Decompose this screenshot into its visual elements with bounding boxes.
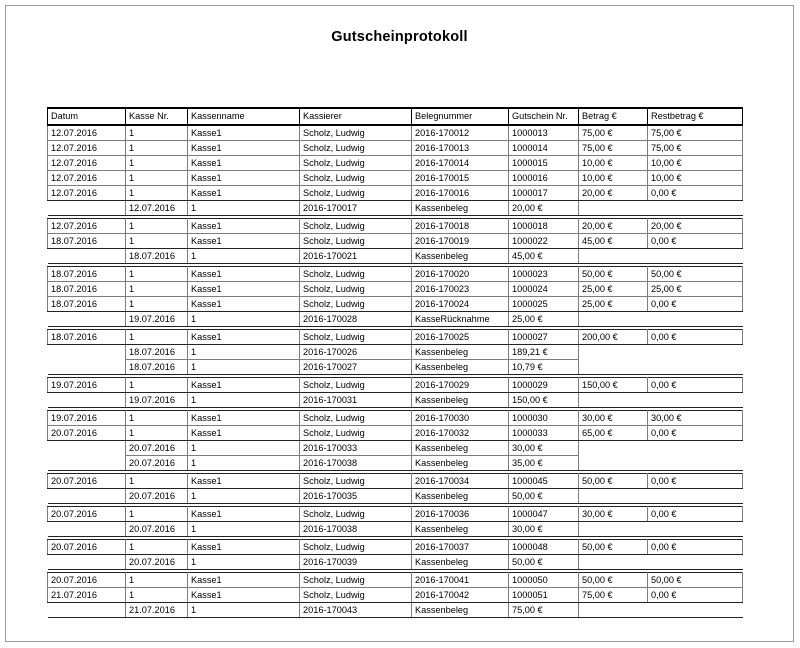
cell-belegnummer: 2016-170016 <box>412 186 509 201</box>
cell-gutschein-nr: 1000017 <box>509 186 579 201</box>
cell-sub-belegnummer: 2016-170043 <box>300 603 412 618</box>
cell-kasse-nr: 1 <box>126 156 188 171</box>
cell-gutschein-nr: 1000033 <box>509 426 579 441</box>
cell-gutschein-nr: 1000050 <box>509 573 579 588</box>
cell-kassierer: Scholz, Ludwig <box>300 474 412 489</box>
cell-betrag: 150,00 € <box>579 378 648 393</box>
cell-restbetrag: 0,00 € <box>648 186 743 201</box>
cell-kassierer: Scholz, Ludwig <box>300 156 412 171</box>
cell-datum: 20.07.2016 <box>48 474 126 489</box>
cell-betrag: 65,00 € <box>579 426 648 441</box>
cell-kassierer: Scholz, Ludwig <box>300 297 412 312</box>
cell-kassierer: Scholz, Ludwig <box>300 267 412 282</box>
cell-sub-belegnummer: 2016-170027 <box>300 360 412 375</box>
cell-kassierer: Scholz, Ludwig <box>300 171 412 186</box>
cell-sub-belegnummer: 2016-170017 <box>300 201 412 216</box>
cell-sub-indent <box>48 489 126 504</box>
cell-sub-betrag: 75,00 € <box>509 603 579 618</box>
cell-betrag: 50,00 € <box>579 573 648 588</box>
cell-kasse-nr: 1 <box>126 507 188 522</box>
table-row-gutschein[interactable] <box>48 507 743 522</box>
cell-sub-datum: 20.07.2016 <box>126 441 188 456</box>
column-header-gutschein_nr[interactable]: Gutschein Nr. <box>509 108 579 125</box>
cell-kassierer: Scholz, Ludwig <box>300 125 412 141</box>
cell-sub-trailing <box>648 249 743 264</box>
cell-sub-betrag: 25,00 € <box>509 312 579 327</box>
cell-belegnummer: 2016-170034 <box>412 474 509 489</box>
cell-belegnummer: 2016-170013 <box>412 141 509 156</box>
cell-sub-kasse-nr: 1 <box>188 393 300 408</box>
cell-betrag: 10,00 € <box>579 156 648 171</box>
cell-sub-indent <box>48 603 126 618</box>
cell-gutschein-nr: 1000023 <box>509 267 579 282</box>
cell-sub-kasse-nr: 1 <box>188 360 300 375</box>
cell-sub-indent <box>48 360 126 375</box>
table-row-gutschein[interactable] <box>48 282 743 297</box>
cell-datum: 21.07.2016 <box>48 588 126 603</box>
cell-belegnummer: 2016-170036 <box>412 507 509 522</box>
table-row-kassenbeleg[interactable] <box>48 522 743 537</box>
cell-kassierer: Scholz, Ludwig <box>300 282 412 297</box>
cell-sub-trailing <box>579 360 648 375</box>
cell-gutschein-nr: 1000048 <box>509 540 579 555</box>
cell-gutschein-nr: 1000025 <box>509 297 579 312</box>
cell-datum: 12.07.2016 <box>48 125 126 141</box>
table-row-gutschein[interactable] <box>48 330 743 345</box>
cell-sub-betrag: 189,21 € <box>509 345 579 360</box>
cell-restbetrag: 50,00 € <box>648 573 743 588</box>
cell-sub-betrag: 50,00 € <box>509 489 579 504</box>
column-header-restbetrag[interactable]: Restbetrag € <box>648 108 743 125</box>
cell-betrag: 25,00 € <box>579 282 648 297</box>
cell-datum: 20.07.2016 <box>48 540 126 555</box>
cell-belegnummer: 2016-170029 <box>412 378 509 393</box>
cell-sub-belegnummer: 2016-170028 <box>300 312 412 327</box>
cell-sub-betrag: 150,00 € <box>509 393 579 408</box>
cell-betrag: 75,00 € <box>579 588 648 603</box>
cell-kassierer: Scholz, Ludwig <box>300 411 412 426</box>
cell-kassierer: Scholz, Ludwig <box>300 426 412 441</box>
cell-datum: 18.07.2016 <box>48 282 126 297</box>
cell-kassenname: Kasse1 <box>188 474 300 489</box>
cell-sub-indent <box>48 555 126 570</box>
cell-sub-datum: 18.07.2016 <box>126 345 188 360</box>
table-row-kassenbeleg[interactable] <box>48 312 743 327</box>
cell-gutschein-nr: 1000024 <box>509 282 579 297</box>
cell-kasse-nr: 1 <box>126 540 188 555</box>
cell-gutschein-nr: 1000030 <box>509 411 579 426</box>
table-row-kassenbeleg[interactable] <box>48 201 743 216</box>
cell-datum: 18.07.2016 <box>48 234 126 249</box>
cell-sub-datum: 12.07.2016 <box>126 201 188 216</box>
column-header-datum[interactable]: Datum <box>48 108 126 125</box>
cell-datum: 18.07.2016 <box>48 330 126 345</box>
cell-sub-datum: 19.07.2016 <box>126 312 188 327</box>
table-row-gutschein[interactable] <box>48 186 743 201</box>
cell-restbetrag: 10,00 € <box>648 171 743 186</box>
cell-sub-kasse-nr: 1 <box>188 456 300 471</box>
cell-kassenname: Kasse1 <box>188 234 300 249</box>
cell-kasse-nr: 1 <box>126 426 188 441</box>
cell-sub-belegnummer: 2016-170021 <box>300 249 412 264</box>
cell-kasse-nr: 1 <box>126 378 188 393</box>
cell-sub-art: Kassenbeleg <box>412 489 509 504</box>
cell-kasse-nr: 1 <box>126 267 188 282</box>
cell-datum: 18.07.2016 <box>48 297 126 312</box>
cell-sub-trailing <box>579 345 648 360</box>
cell-kasse-nr: 1 <box>126 588 188 603</box>
cell-restbetrag: 30,00 € <box>648 411 743 426</box>
cell-kassenname: Kasse1 <box>188 171 300 186</box>
cell-sub-kasse-nr: 1 <box>188 489 300 504</box>
cell-gutschein-nr: 1000016 <box>509 171 579 186</box>
cell-sub-belegnummer: 2016-170033 <box>300 441 412 456</box>
cell-sub-kasse-nr: 1 <box>188 201 300 216</box>
cell-sub-datum: 21.07.2016 <box>126 603 188 618</box>
cell-kasse-nr: 1 <box>126 234 188 249</box>
column-header-kassenname[interactable]: Kassenname <box>188 108 300 125</box>
cell-kassierer: Scholz, Ludwig <box>300 234 412 249</box>
cell-sub-indent <box>48 393 126 408</box>
cell-datum: 20.07.2016 <box>48 507 126 522</box>
cell-kassierer: Scholz, Ludwig <box>300 186 412 201</box>
table-body <box>48 125 743 618</box>
cell-betrag: 20,00 € <box>579 219 648 234</box>
cell-kassenname: Kasse1 <box>188 125 300 141</box>
cell-sub-trailing <box>648 201 743 216</box>
cell-sub-art: Kassenbeleg <box>412 441 509 456</box>
cell-sub-trailing <box>648 522 743 537</box>
cell-sub-trailing <box>648 393 743 408</box>
cell-sub-trailing <box>648 555 743 570</box>
cell-restbetrag: 10,00 € <box>648 156 743 171</box>
cell-sub-trailing <box>579 489 648 504</box>
cell-sub-betrag: 30,00 € <box>509 441 579 456</box>
cell-sub-datum: 19.07.2016 <box>126 393 188 408</box>
cell-restbetrag: 0,00 € <box>648 540 743 555</box>
cell-betrag: 200,00 € <box>579 330 648 345</box>
cell-sub-indent <box>48 456 126 471</box>
cell-gutschein-nr: 1000027 <box>509 330 579 345</box>
cell-gutschein-nr: 1000045 <box>509 474 579 489</box>
cell-sub-betrag: 10,79 € <box>509 360 579 375</box>
cell-sub-trailing <box>648 456 743 471</box>
cell-restbetrag: 0,00 € <box>648 234 743 249</box>
protocol-table-container <box>47 107 742 618</box>
cell-datum: 20.07.2016 <box>48 573 126 588</box>
cell-gutschein-nr: 1000013 <box>509 125 579 141</box>
cell-sub-art: Kassenbeleg <box>412 555 509 570</box>
cell-sub-art: KasseRücknahme <box>412 312 509 327</box>
cell-restbetrag: 0,00 € <box>648 474 743 489</box>
cell-gutschein-nr: 1000015 <box>509 156 579 171</box>
cell-sub-belegnummer: 2016-170039 <box>300 555 412 570</box>
cell-restbetrag: 50,00 € <box>648 267 743 282</box>
cell-sub-trailing <box>579 201 648 216</box>
table-row-gutschein[interactable] <box>48 573 743 588</box>
cell-sub-trailing <box>579 522 648 537</box>
cell-gutschein-nr: 1000018 <box>509 219 579 234</box>
cell-kasse-nr: 1 <box>126 186 188 201</box>
table-row-gutschein[interactable] <box>48 426 743 441</box>
gutschein-protocol-table <box>47 107 743 618</box>
cell-kassenname: Kasse1 <box>188 507 300 522</box>
cell-sub-art: Kassenbeleg <box>412 360 509 375</box>
cell-kasse-nr: 1 <box>126 171 188 186</box>
cell-sub-indent <box>48 345 126 360</box>
column-header-belegnummer[interactable]: Belegnummer <box>412 108 509 125</box>
cell-sub-kasse-nr: 1 <box>188 603 300 618</box>
cell-sub-art: Kassenbeleg <box>412 603 509 618</box>
table-header <box>48 108 743 125</box>
document-page <box>5 5 794 642</box>
cell-betrag: 75,00 € <box>579 125 648 141</box>
table-row-gutschein[interactable] <box>48 267 743 282</box>
cell-betrag: 50,00 € <box>579 267 648 282</box>
cell-belegnummer: 2016-170024 <box>412 297 509 312</box>
column-header-betrag[interactable]: Betrag € <box>579 108 648 125</box>
cell-kassenname: Kasse1 <box>188 330 300 345</box>
table-row-kassenbeleg[interactable] <box>48 456 743 471</box>
cell-kasse-nr: 1 <box>126 411 188 426</box>
cell-sub-kasse-nr: 1 <box>188 522 300 537</box>
table-row-gutschein[interactable] <box>48 588 743 603</box>
cell-sub-belegnummer: 2016-170031 <box>300 393 412 408</box>
cell-kasse-nr: 1 <box>126 573 188 588</box>
cell-kassenname: Kasse1 <box>188 219 300 234</box>
cell-sub-trailing <box>579 603 648 618</box>
cell-kasse-nr: 1 <box>126 297 188 312</box>
cell-sub-betrag: 30,00 € <box>509 522 579 537</box>
cell-datum: 12.07.2016 <box>48 171 126 186</box>
cell-kassenname: Kasse1 <box>188 540 300 555</box>
cell-restbetrag: 0,00 € <box>648 378 743 393</box>
cell-sub-indent <box>48 312 126 327</box>
cell-betrag: 45,00 € <box>579 234 648 249</box>
column-header-kasse_nr[interactable]: Kasse Nr. <box>126 108 188 125</box>
table-row-gutschein[interactable] <box>48 234 743 249</box>
table-row-gutschein[interactable] <box>48 474 743 489</box>
cell-sub-indent <box>48 201 126 216</box>
cell-sub-kasse-nr: 1 <box>188 249 300 264</box>
cell-kassenname: Kasse1 <box>188 267 300 282</box>
table-row-kassenbeleg[interactable] <box>48 249 743 264</box>
table-row-kassenbeleg[interactable] <box>48 345 743 360</box>
cell-belegnummer: 2016-170023 <box>412 282 509 297</box>
cell-datum: 18.07.2016 <box>48 267 126 282</box>
cell-restbetrag: 0,00 € <box>648 426 743 441</box>
cell-kassenname: Kasse1 <box>188 282 300 297</box>
cell-betrag: 25,00 € <box>579 297 648 312</box>
cell-belegnummer: 2016-170042 <box>412 588 509 603</box>
table-row-gutschein[interactable] <box>48 219 743 234</box>
cell-sub-trailing <box>579 393 648 408</box>
cell-sub-trailing <box>648 441 743 456</box>
cell-sub-kasse-nr: 1 <box>188 555 300 570</box>
cell-restbetrag: 0,00 € <box>648 297 743 312</box>
cell-betrag: 10,00 € <box>579 171 648 186</box>
cell-datum: 19.07.2016 <box>48 411 126 426</box>
cell-kasse-nr: 1 <box>126 219 188 234</box>
cell-sub-indent <box>48 249 126 264</box>
cell-kasse-nr: 1 <box>126 474 188 489</box>
table-row-gutschein[interactable] <box>48 297 743 312</box>
cell-betrag: 30,00 € <box>579 411 648 426</box>
cell-sub-betrag: 45,00 € <box>509 249 579 264</box>
cell-datum: 20.07.2016 <box>48 426 126 441</box>
cell-gutschein-nr: 1000014 <box>509 141 579 156</box>
table-row-kassenbeleg[interactable] <box>48 489 743 504</box>
table-row-gutschein[interactable] <box>48 378 743 393</box>
cell-sub-kasse-nr: 1 <box>188 441 300 456</box>
cell-datum: 19.07.2016 <box>48 378 126 393</box>
cell-kassierer: Scholz, Ludwig <box>300 540 412 555</box>
cell-restbetrag: 0,00 € <box>648 330 743 345</box>
cell-kassierer: Scholz, Ludwig <box>300 378 412 393</box>
column-header-kassierer[interactable]: Kassierer <box>300 108 412 125</box>
table-row-gutschein[interactable] <box>48 411 743 426</box>
cell-gutschein-nr: 1000051 <box>509 588 579 603</box>
cell-sub-trailing <box>579 312 648 327</box>
cell-kasse-nr: 1 <box>126 330 188 345</box>
table-row-kassenbeleg[interactable] <box>48 441 743 456</box>
cell-belegnummer: 2016-170025 <box>412 330 509 345</box>
table-row-kassenbeleg[interactable] <box>48 360 743 375</box>
cell-restbetrag: 75,00 € <box>648 125 743 141</box>
table-row-gutschein[interactable] <box>48 125 743 141</box>
cell-belegnummer: 2016-170019 <box>412 234 509 249</box>
table-row-kassenbeleg[interactable] <box>48 393 743 408</box>
cell-belegnummer: 2016-170032 <box>412 426 509 441</box>
cell-betrag: 20,00 € <box>579 186 648 201</box>
cell-kasse-nr: 1 <box>126 125 188 141</box>
cell-sub-datum: 18.07.2016 <box>126 249 188 264</box>
cell-sub-trailing <box>579 441 648 456</box>
cell-kassierer: Scholz, Ludwig <box>300 219 412 234</box>
cell-belegnummer: 2016-170030 <box>412 411 509 426</box>
table-row-kassenbeleg[interactable] <box>48 603 743 618</box>
table-row-gutschein[interactable] <box>48 540 743 555</box>
cell-belegnummer: 2016-170015 <box>412 171 509 186</box>
cell-sub-kasse-nr: 1 <box>188 345 300 360</box>
cell-sub-trailing <box>648 345 743 360</box>
table-row-gutschein[interactable] <box>48 171 743 186</box>
cell-sub-trailing <box>648 360 743 375</box>
cell-sub-belegnummer: 2016-170038 <box>300 522 412 537</box>
cell-gutschein-nr: 1000022 <box>509 234 579 249</box>
cell-gutschein-nr: 1000047 <box>509 507 579 522</box>
cell-sub-art: Kassenbeleg <box>412 249 509 264</box>
cell-sub-art: Kassenbeleg <box>412 522 509 537</box>
cell-sub-datum: 20.07.2016 <box>126 456 188 471</box>
cell-sub-art: Kassenbeleg <box>412 345 509 360</box>
table-header-row <box>48 108 743 125</box>
table-row-gutschein[interactable] <box>48 156 743 171</box>
page-title: Gutscheinprotokoll <box>331 29 468 45</box>
cell-sub-trailing <box>648 312 743 327</box>
cell-sub-datum: 18.07.2016 <box>126 360 188 375</box>
cell-sub-art: Kassenbeleg <box>412 393 509 408</box>
cell-kassenname: Kasse1 <box>188 186 300 201</box>
cell-kassenname: Kasse1 <box>188 141 300 156</box>
cell-kassierer: Scholz, Ludwig <box>300 330 412 345</box>
cell-kasse-nr: 1 <box>126 141 188 156</box>
cell-restbetrag: 25,00 € <box>648 282 743 297</box>
cell-restbetrag: 0,00 € <box>648 588 743 603</box>
cell-belegnummer: 2016-170012 <box>412 125 509 141</box>
cell-kassenname: Kasse1 <box>188 297 300 312</box>
cell-sub-datum: 20.07.2016 <box>126 489 188 504</box>
cell-kassenname: Kasse1 <box>188 378 300 393</box>
cell-kassenname: Kasse1 <box>188 588 300 603</box>
cell-sub-kasse-nr: 1 <box>188 312 300 327</box>
table-row-kassenbeleg[interactable] <box>48 555 743 570</box>
cell-sub-datum: 20.07.2016 <box>126 555 188 570</box>
cell-kassenname: Kasse1 <box>188 411 300 426</box>
cell-belegnummer: 2016-170018 <box>412 219 509 234</box>
cell-belegnummer: 2016-170014 <box>412 156 509 171</box>
cell-sub-belegnummer: 2016-170026 <box>300 345 412 360</box>
cell-kasse-nr: 1 <box>126 282 188 297</box>
cell-sub-art: Kassenbeleg <box>412 456 509 471</box>
cell-sub-trailing <box>579 555 648 570</box>
cell-sub-indent <box>48 522 126 537</box>
cell-sub-betrag: 50,00 € <box>509 555 579 570</box>
cell-kassierer: Scholz, Ludwig <box>300 141 412 156</box>
cell-kassierer: Scholz, Ludwig <box>300 507 412 522</box>
cell-kassenname: Kasse1 <box>188 573 300 588</box>
table-row-gutschein[interactable] <box>48 141 743 156</box>
cell-restbetrag: 20,00 € <box>648 219 743 234</box>
cell-belegnummer: 2016-170020 <box>412 267 509 282</box>
cell-sub-belegnummer: 2016-170035 <box>300 489 412 504</box>
cell-kassierer: Scholz, Ludwig <box>300 573 412 588</box>
cell-kassierer: Scholz, Ludwig <box>300 588 412 603</box>
cell-restbetrag: 0,00 € <box>648 507 743 522</box>
cell-datum: 12.07.2016 <box>48 141 126 156</box>
cell-datum: 12.07.2016 <box>48 186 126 201</box>
cell-sub-datum: 20.07.2016 <box>126 522 188 537</box>
cell-sub-trailing <box>648 489 743 504</box>
cell-kassenname: Kasse1 <box>188 426 300 441</box>
cell-betrag: 75,00 € <box>579 141 648 156</box>
cell-belegnummer: 2016-170037 <box>412 540 509 555</box>
cell-sub-art: Kassenbeleg <box>412 201 509 216</box>
cell-sub-betrag: 20,00 € <box>509 201 579 216</box>
cell-sub-belegnummer: 2016-170038 <box>300 456 412 471</box>
cell-sub-trailing <box>579 249 648 264</box>
cell-betrag: 50,00 € <box>579 474 648 489</box>
cell-sub-trailing <box>579 456 648 471</box>
cell-sub-indent <box>48 441 126 456</box>
cell-datum: 12.07.2016 <box>48 219 126 234</box>
cell-datum: 12.07.2016 <box>48 156 126 171</box>
cell-sub-betrag: 35,00 € <box>509 456 579 471</box>
cell-belegnummer: 2016-170041 <box>412 573 509 588</box>
cell-sub-trailing <box>648 603 743 618</box>
cell-betrag: 30,00 € <box>579 507 648 522</box>
cell-kassenname: Kasse1 <box>188 156 300 171</box>
cell-gutschein-nr: 1000029 <box>509 378 579 393</box>
cell-betrag: 50,00 € <box>579 540 648 555</box>
cell-restbetrag: 75,00 € <box>648 141 743 156</box>
